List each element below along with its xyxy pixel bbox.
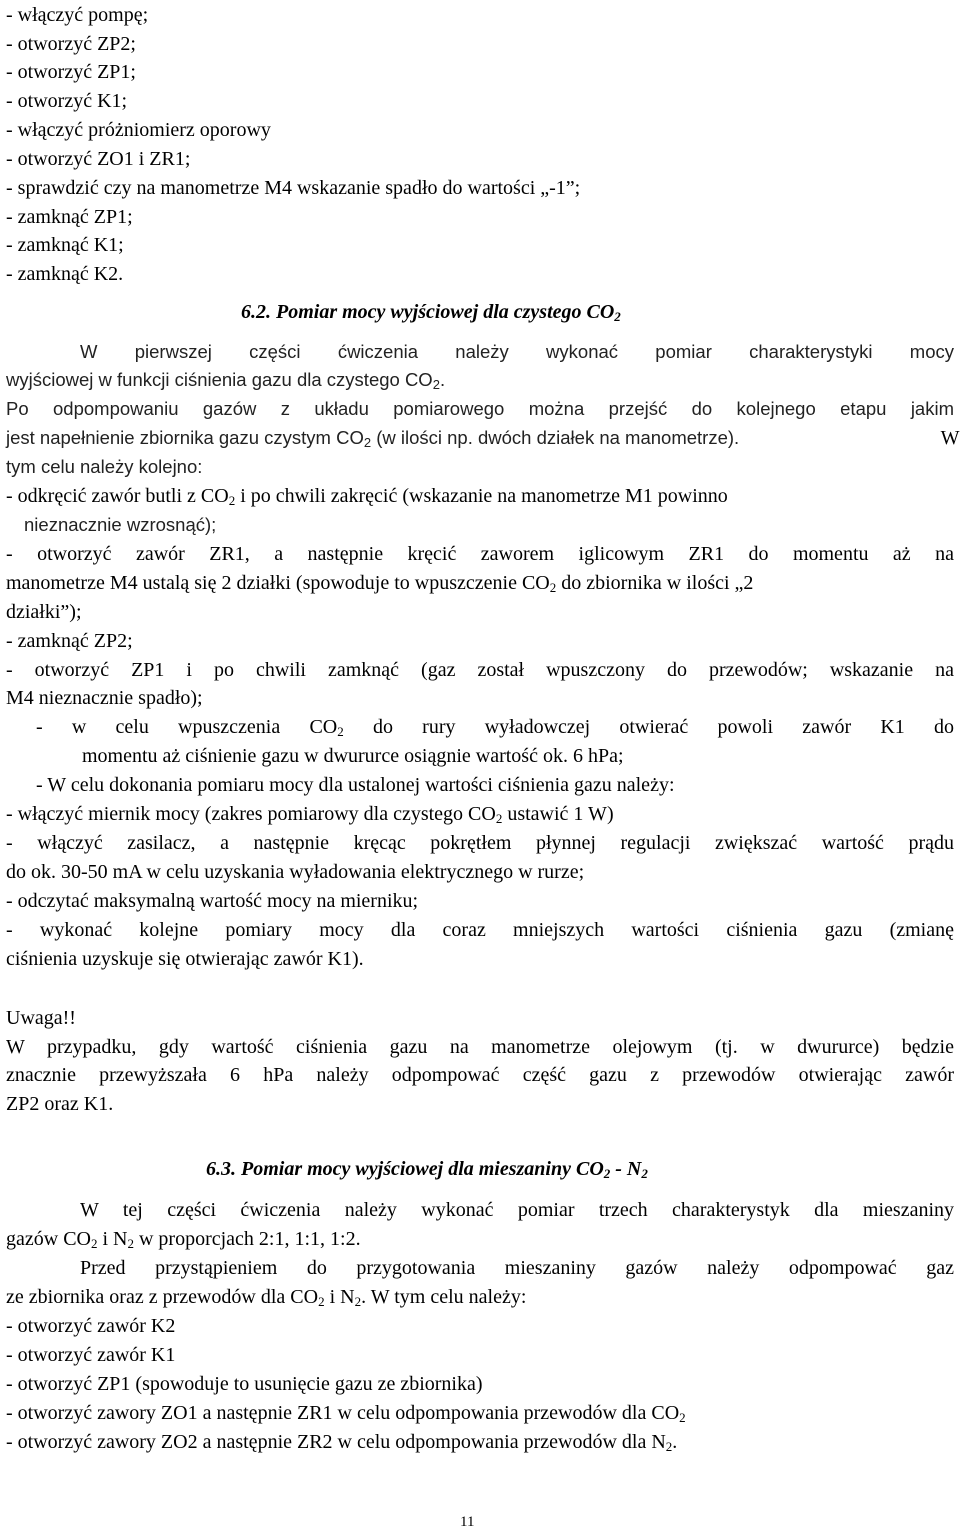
step-line: - otworzyć ZP1; xyxy=(6,61,136,83)
paragraph-line: gazów $CO_2$ i $N_2$ w proporcjach 2:1, 1:1, 1:2. xyxy=(6,1228,361,1251)
step-line: - włączyć pompę; xyxy=(6,4,149,26)
step-line: - włączyć zasilacz, a następnie kręcąc pokrętłem płynnej regulacji zwiększać wartość prądu xyxy=(6,832,954,854)
paragraph-line: W pierwszej części ćwiczenia należy wykonać pomiar charakterystyki mocy xyxy=(80,341,954,362)
step-line: - otworzyć ZP2; xyxy=(6,33,136,55)
step-line: - włączyć próżniomierz oporowy xyxy=(6,119,271,141)
step-line: - wykonać kolejne pomiary mocy dla coraz mniejszych wartości ciśnienia gazu (zmianę xyxy=(6,919,954,941)
step-line: - otworzyć zawory ZO1 a następnie ZR1 w celu odpompowania przewodów dla $CO_2$ xyxy=(6,1402,686,1425)
paragraph-line: W tej części ćwiczenia należy wykonać pomiar trzech charakterystyk dla mieszaniny xyxy=(80,1199,954,1221)
step-line: - odczytać maksymalną wartość mocy na mierniku; xyxy=(6,890,419,912)
step-line: - otworzyć K1; xyxy=(6,90,128,112)
step-line: ciśnienia uzyskuje się otwierając zawór K1). xyxy=(6,948,364,970)
step-line: działki”); xyxy=(6,601,82,623)
step-line: manometrze M4 ustalą się 2 działki (spowoduje to wpuszczenie $CO_2$ do zbiornika w ilości „2 xyxy=(6,572,754,595)
step-line: momentu aż ciśnienie gazu w dwururce osiągnie wartość ok. 6 hPa; xyxy=(82,745,624,767)
step-line: - W celu dokonania pomiaru mocy dla ustalonej wartości ciśnienia gazu należy: xyxy=(36,774,675,796)
step-line: - otworzyć ZP1 (spowoduje to usunięcie gazu ze zbiornika) xyxy=(6,1373,483,1395)
step-line: - otworzyć ZP1 i po chwili zamknąć (gaz został wpuszczony do przewodów; wskazanie na xyxy=(6,659,954,681)
page-number: 11 xyxy=(460,1514,475,1530)
note-line: W przypadku, gdy wartość ciśnienia gazu na manometrze olejowym (tj. w dwururce) będzie xyxy=(6,1036,954,1058)
paragraph-line: wyjściowej w funkcji ciśnienia gazu dla czystego $CO_2$. xyxy=(6,369,446,392)
paragraph-line: Przed przystąpieniem do przygotowania mieszaniny gazów należy odpompować gaz xyxy=(80,1257,954,1279)
step-line: - odkręcić zawór butli z $CO_2$ i po chwili zakręcić (wskazanie na manometrze M1 powinno xyxy=(6,485,728,508)
paragraph-line: tym celu należy kolejno: xyxy=(6,456,203,477)
step-line: do ok. 30-50 mA w celu uzyskania wyładowania elektrycznego w rurze; xyxy=(6,861,585,883)
step-line: - zamknąć ZP2; xyxy=(6,630,133,652)
step-line: M4 nieznacznie spadło); xyxy=(6,687,203,709)
paragraph-line: ze zbiornika oraz z przewodów dla $CO_2$ i $N_2$. W tym celu należy: xyxy=(6,1286,527,1309)
note-line: znacznie przewyższała 6 hPa należy odpompować część gazu z przewodów otwierając zawór xyxy=(6,1064,954,1086)
step-line: - zamknąć K2. xyxy=(6,263,124,285)
paragraph-line: Po odpompowaniu gazów z układu pomiarowego można przejść do kolejnego etapu jakim xyxy=(6,398,954,419)
step-line: - zamknąć K1; xyxy=(6,234,124,256)
step-line: - zamknąć ZP1; xyxy=(6,206,133,228)
step-line: - otworzyć zawór K2 xyxy=(6,1315,176,1337)
step-line: - otworzyć ZO1 i ZR1; xyxy=(6,148,191,170)
note-heading: Uwaga!! xyxy=(6,1007,76,1029)
step-line: - otworzyć zawór K1 xyxy=(6,1344,176,1366)
paragraph-line: jest napełnienie zbiornika gazu czystym $CO_2$ (w ilości np. dwóch działek na manometrze). W xyxy=(6,427,960,450)
step-line: - włączyć miernik mocy (zakres pomiarowy dla czystego $CO_2$ ustawić 1 W) xyxy=(6,803,614,826)
step-line: - otworzyć zawór ZR1, a następnie kręcić zaworem iglicowym ZR1 do momentu aż na xyxy=(6,543,954,565)
step-line: - w celu wpuszczenia $CO_2$ do rury wyładowczej otwierać powoli zawór K1 do xyxy=(36,716,954,739)
step-line: nieznacznie wzrosnąć); xyxy=(24,514,217,535)
section-heading-6-3: 6.3. Pomiar mocy wyjściowej dla mieszaniny $CO_2 - N_2$ xyxy=(206,1158,648,1181)
note-line: ZP2 oraz K1. xyxy=(6,1093,114,1115)
step-line: - sprawdzić czy na manometrze M4 wskazanie spadło do wartości „-1”; xyxy=(6,177,581,199)
section-heading-6-2: 6.2. Pomiar mocy wyjściowej dla czystego $CO_2$ xyxy=(241,301,621,324)
step-line: - otworzyć zawory ZO2 a następnie ZR2 w celu odpompowania przewodów dla $N_2$. xyxy=(6,1431,678,1454)
